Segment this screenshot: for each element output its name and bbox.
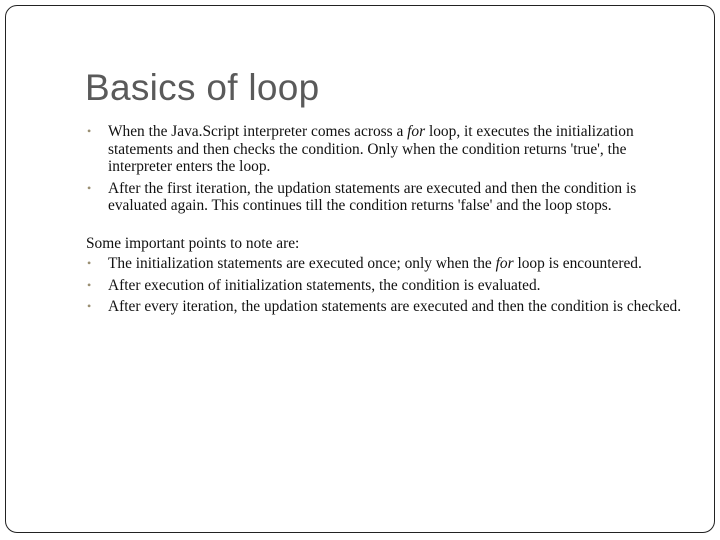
bullet-item: • The initialization statements are executed once; only when the for loop is encountered. (87, 255, 642, 272)
bullet-item: • When the Java.Script interpreter comes across a for loop, it executes the initialization statements and then checks the condition. Only when the condition returns 'true', the interpreter enters the loop. (87, 123, 634, 175)
bullet-icon: • (87, 180, 92, 195)
bullet-item: • After the first iteration, the updation statements are executed and then the condition is evaluated again. This continues till the condition returns 'false' and the loop stops. (87, 179, 637, 214)
slide-body (86, 123, 686, 320)
bullet-icon: • (87, 256, 92, 270)
slide-title: Basics of loop (85, 67, 320, 108)
slide (5, 5, 715, 533)
bullet-icon: • (87, 277, 92, 292)
bullet-icon: • (87, 124, 92, 138)
bullet-item: • After execution of initialization statements, the condition is evaluated. (87, 276, 541, 294)
bullet-item: • After every iteration, the updation statements are executed and then the condition is checked. (87, 298, 682, 315)
bullet-icon: • (87, 299, 92, 313)
points-intro: Some important points to note are: (86, 234, 300, 252)
